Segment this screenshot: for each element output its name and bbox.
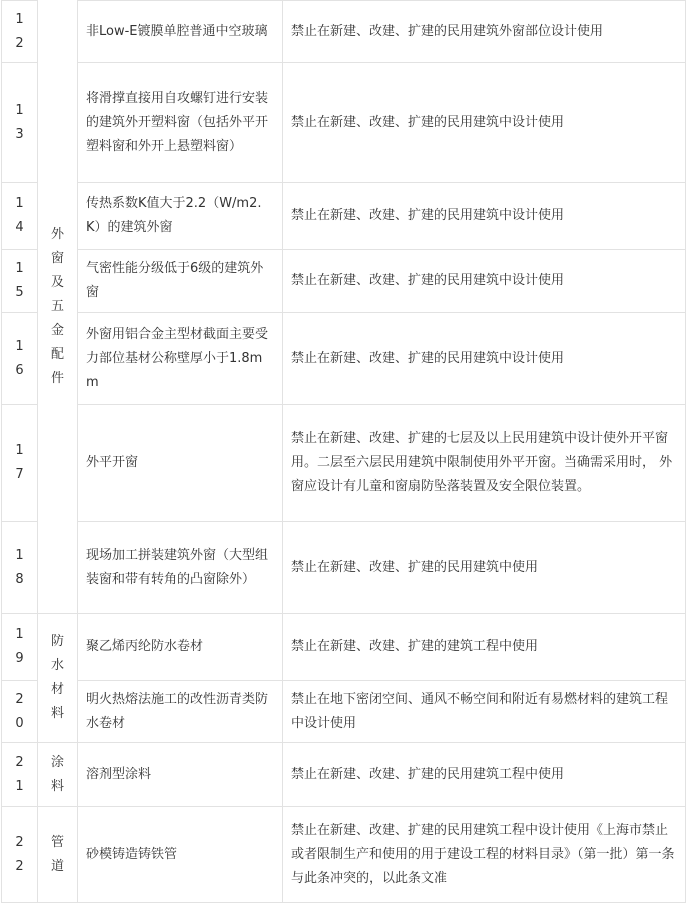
table-row — [2, 183, 686, 250]
row-number: 15 — [2, 250, 38, 313]
row-number: 17 — [2, 405, 38, 522]
usage-restriction: 禁止在地下密闭空间、通风不畅空间和附近有易燃材料的建筑工程中设计使用 — [283, 681, 686, 743]
category-label: 防水材料 — [50, 634, 64, 721]
category-label: 外窗及五金配件 — [50, 226, 64, 386]
row-number: 20 — [2, 681, 38, 743]
usage-restriction: 禁止在新建、改建、扩建的民用建筑中设计使用 — [283, 250, 686, 313]
row-number: 21 — [2, 743, 38, 807]
table-row — [2, 681, 686, 743]
table-row — [2, 405, 686, 522]
item-name: 聚乙烯丙纶防水卷材 — [78, 614, 283, 681]
row-number: 14 — [2, 183, 38, 250]
category-cell — [38, 1, 78, 614]
item-name: 外窗用铝合金主型材截面主要受力部位基材公称壁厚小于1.8mm — [78, 313, 283, 405]
table-row — [2, 807, 686, 903]
category-cell — [38, 807, 78, 903]
table-row — [2, 522, 686, 614]
category-cell — [38, 614, 78, 743]
item-name: 砂模铸造铸铁管 — [78, 807, 283, 903]
table-row — [2, 313, 686, 405]
category-label: 涂料 — [50, 754, 64, 794]
usage-restriction: 禁止在新建、改建、扩建的七层及以上民用建筑中设计使外开平窗用。二层至六层民用建筑中限制使用外平开窗。当确需采用时， 外窗应设计有儿童和窗扇防坠落装置及安全限位装置。 — [283, 405, 686, 522]
usage-restriction: 禁止在新建、改建、扩建的民用建筑中使用 — [283, 522, 686, 614]
row-number: 13 — [2, 63, 38, 183]
row-number: 18 — [2, 522, 38, 614]
item-name: 将滑撑直接用自攻螺钉进行安装的建筑外开塑料窗（包括外平开塑料窗和外开上悬塑料窗） — [78, 63, 283, 183]
row-number: 22 — [2, 807, 38, 903]
item-name: 气密性能分级低于6级的建筑外窗 — [78, 250, 283, 313]
materials-table — [1, 0, 686, 903]
usage-restriction: 禁止在新建、改建、扩建的建筑工程中使用 — [283, 614, 686, 681]
table-row — [2, 250, 686, 313]
usage-restriction: 禁止在新建、改建、扩建的民用建筑中设计使用 — [283, 313, 686, 405]
category-label: 管道 — [50, 834, 64, 874]
table-row — [2, 743, 686, 807]
item-name: 外平开窗 — [78, 405, 283, 522]
item-name: 现场加工拼装建筑外窗（大型组装窗和带有转角的凸窗除外） — [78, 522, 283, 614]
usage-restriction: 禁止在新建、改建、扩建的民用建筑外窗部位设计使用 — [283, 1, 686, 63]
row-number: 16 — [2, 313, 38, 405]
table-row — [2, 1, 686, 63]
usage-restriction: 禁止在新建、改建、扩建的民用建筑工程中设计使用《上海市禁止或者限制生产和使用的用于建设工程的材料目录》（第一批）第一条与此条冲突的，以此条文准 — [283, 807, 686, 903]
item-name: 传热系数K值大于2.2（W/m2.K）的建筑外窗 — [78, 183, 283, 250]
table-row — [2, 63, 686, 183]
table-row — [2, 614, 686, 681]
row-number: 19 — [2, 614, 38, 681]
usage-restriction: 禁止在新建、改建、扩建的民用建筑中设计使用 — [283, 183, 686, 250]
row-number: 12 — [2, 1, 38, 63]
item-name: 非Low-E镀膜单腔普通中空玻璃 — [78, 1, 283, 63]
usage-restriction: 禁止在新建、改建、扩建的民用建筑工程中使用 — [283, 743, 686, 807]
item-name: 明火热熔法施工的改性沥青类防水卷材 — [78, 681, 283, 743]
usage-restriction: 禁止在新建、改建、扩建的民用建筑中设计使用 — [283, 63, 686, 183]
item-name: 溶剂型涂料 — [78, 743, 283, 807]
category-cell — [38, 743, 78, 807]
